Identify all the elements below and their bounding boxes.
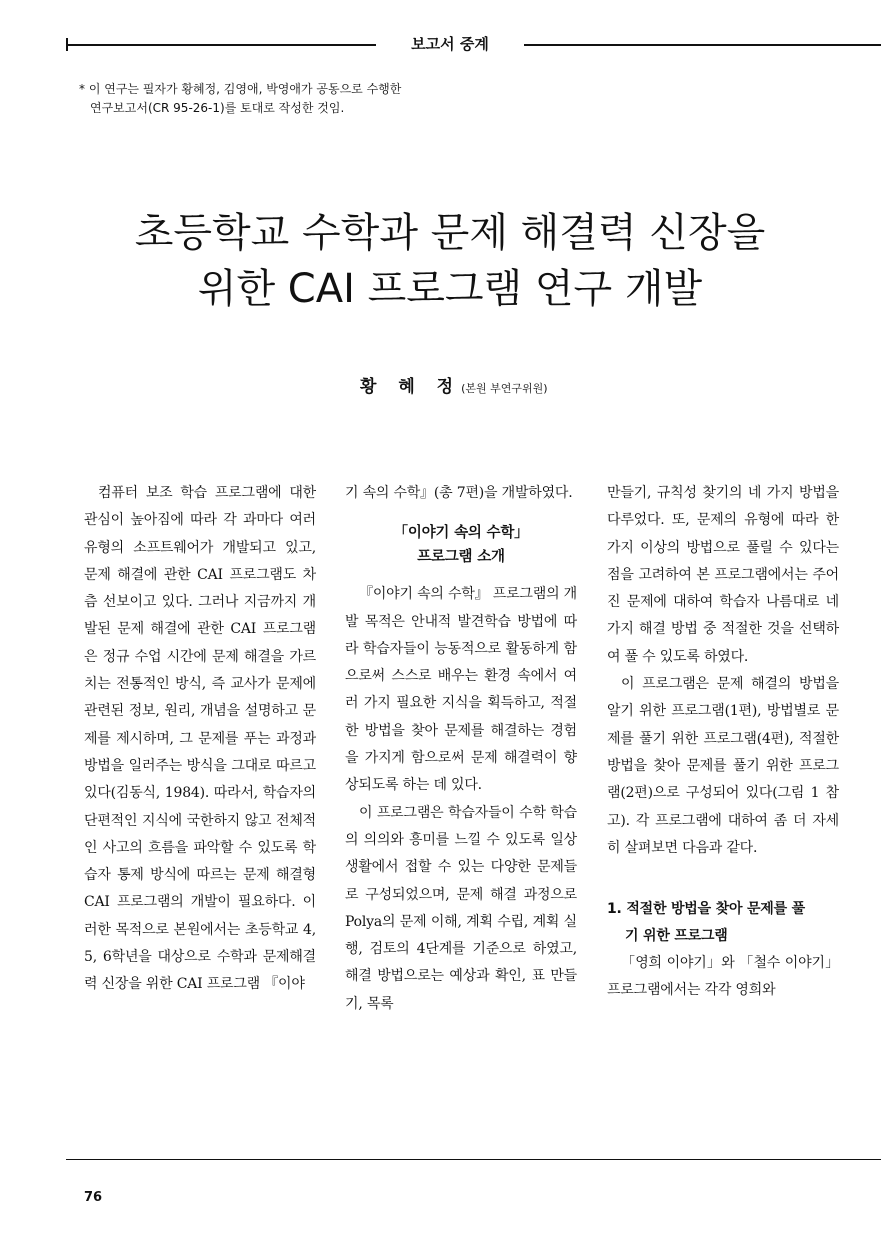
footer-rule xyxy=(66,1159,881,1160)
subsection-heading xyxy=(607,896,839,950)
section-heading-line-1: 「이야기 속의 수학」 xyxy=(393,525,529,542)
footnote-line-1: * 이 연구는 필자가 황혜정, 김영애, 박영애가 공동으로 수행한 xyxy=(79,82,402,96)
title-line-1: 초등학교 수학과 문제 해결력 신장을 xyxy=(134,210,766,256)
col2-paragraph-1: 기 속의 수학』(총 7편)을 개발하였다. xyxy=(345,485,573,501)
column-2 xyxy=(345,480,577,1018)
col2-paragraph-3: 이 프로그램은 학습자들이 수학 학습의 의의와 흥미를 느낄 수 있도록 일상 생활에서 접할 수 있는 다양한 문제들로 구성되었으며, 문제 해결 과정으로 Polya의 문제 이해, 계획 수립, 계획 실행, 검토의 4단계를 기준으로 하였고, 해결 방법으로는 예상과 확인, 표 만들기, 목록 xyxy=(345,804,577,1012)
col1-paragraph-1: 컴퓨터 보조 학습 프로그램에 대한 관심이 높아짐에 따라 각 과마다 여러 유형의 소프트웨어가 개발되고 있고, 문제 해결에 관한 CAI 프로그램도 차츰 선보이고 있다. 그러나 지금까지 개발된 문제 해결에 관한 CAI 프로그램은 정규 수업 시간에 문제 해결을 가르치는 전통적인 방식, 즉 교사가 문제에 관련된 정보, 원리, 개념을 설명하고 문제를 제시하며, 그 문제를 푸는 과정과 방법을 일러주는 방식을 그대로 따르고 있다(김동식, 1984). 따라서, 학습자의 단편적인 지식에 국한하지 않고 전체적인 사고의 흐름을 파악할 수 있도록 학습자 통제 방식에 따르는 문제 해결형 CAI 프로그램의 개발이 필요하다. 이러한 목적으로 본원에서는 초등학교 4, 5, 6학년을 대상으로 수학과 문제해결력 신장을 위한 CAI 프로그램 『이야 xyxy=(84,485,316,993)
subsection-heading-line-2: 기 위한 프로그램 xyxy=(625,928,728,945)
section-label: 보고서 중계 xyxy=(376,34,524,54)
col2-paragraph-2: 『이야기 속의 수학』 프로그램의 개발 목적은 안내적 발견학습 방법에 따라 학습자들이 능동적으로 활동하게 함으로써 스스로 배우는 환경 속에서 여러 가지 필요한 지식을 획득하고, 적절한 방법을 찾아 문제를 해결하는 경험을 가지게 함으로써 문제 해결력이 향상되도록 하는 데 있다. xyxy=(345,586,577,794)
footnote xyxy=(79,80,499,118)
column-3 xyxy=(607,480,839,1005)
section-heading-line-2: 프로그램 소개 xyxy=(417,549,505,566)
col3-paragraph-2: 이 프로그램은 문제 해결의 방법을 알기 위한 프로그램(1편), 방법별로 문제를 풀기 위한 프로그램(4편), 적절한 방법을 찾아 문제를 풀기 위한 프로그램(2편)으로 구성되어 있다(그림 1 참고). 각 프로그램에 대하여 좀 더 자세히 살펴보면 다음과 같다. xyxy=(607,676,839,856)
subsection-heading-line-1: 1. 적절한 방법을 찾아 문제를 풀 xyxy=(607,901,805,918)
col3-paragraph-3: 「영희 이야기」와 「철수 이야기」 프로그램에서는 각각 영희와 xyxy=(607,955,839,999)
column-1 xyxy=(84,480,316,999)
page-number: 76 xyxy=(84,1190,103,1205)
section-heading xyxy=(345,521,577,569)
article-title xyxy=(60,205,840,317)
author-name: 황 혜 정 xyxy=(360,377,462,397)
author-affiliation: (본원 부연구위원) xyxy=(461,382,548,395)
footnote-line-2: 연구보고서(CR 95-26-1)를 토대로 작성한 것임. xyxy=(90,101,345,115)
title-line-2: 위한 CAI 프로그램 연구 개발 xyxy=(197,266,703,312)
col3-paragraph-1: 만들기, 규칙성 찾기의 네 가지 방법을 다루었다. 또, 문제의 유형에 따라 한 가지 이상의 방법으로 풀릴 수 있다는 점을 고려하여 본 프로그램에서는 주어진 문제에 대하여 학습자 나름대로 네 가지 해결 방법 중 적절한 것을 선택하여 풀 수 있도록 하였다. xyxy=(607,485,839,665)
author-byline xyxy=(360,372,620,397)
